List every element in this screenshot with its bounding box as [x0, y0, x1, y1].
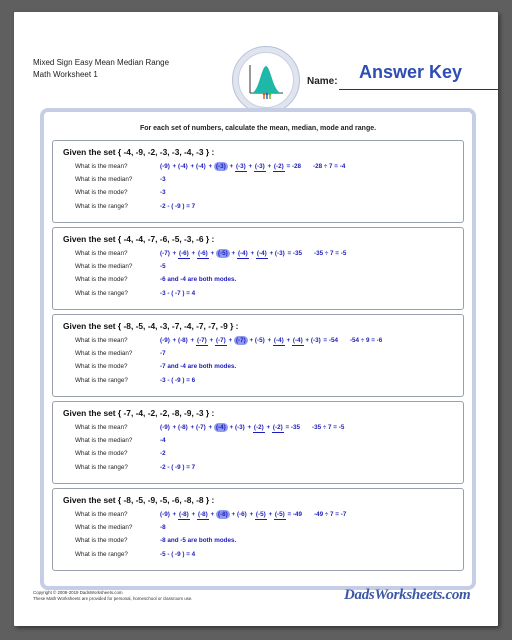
range-answer: -3 - ( -7 ) = 4 — [160, 290, 196, 297]
name-line — [339, 89, 498, 90]
term: (-8) — [177, 424, 188, 431]
given-set: Given the set { -4, -4, -7, -6, -5, -3, -6 } : — [63, 234, 215, 244]
term: (-8) — [177, 337, 188, 344]
term: (-9) — [160, 163, 170, 170]
mode-answer: -8 and -5 are both modes. — [160, 537, 237, 544]
problem-3 — [52, 314, 464, 397]
mean-answer: (-7) + (-6) + (-6) + (-5) + (-4) + (-4) + (-3) = -35 -35 ÷ 7 = -5 — [160, 248, 346, 260]
range-question: What is the range? — [75, 290, 128, 297]
median-question: What is the median? — [75, 350, 133, 357]
problems-frame — [40, 108, 476, 590]
term: (-2) — [273, 163, 284, 170]
term: (-9) — [160, 424, 170, 431]
range-question: What is the range? — [75, 203, 128, 210]
mean-question: What is the mean? — [75, 337, 128, 344]
term: (-3) — [310, 337, 321, 344]
term: (-4) — [256, 250, 267, 257]
term: (-3) — [234, 424, 245, 431]
term: (-6) — [236, 511, 247, 518]
median-question: What is the median? — [75, 437, 133, 444]
sum-result: = -35 — [285, 424, 300, 431]
title-line-2: Math Worksheet 1 — [33, 70, 98, 79]
term: (-3) — [254, 163, 265, 170]
division-result: -28 ÷ 7 = -4 — [312, 163, 346, 170]
median-answer: -5 — [160, 263, 166, 270]
mean-answer: (-9) + (-8) + (-7) + (-4) + (-3) + (-2) + (-2) = -35 -35 ÷ 7 = -5 — [160, 422, 344, 434]
term: (-9) — [160, 337, 170, 344]
term: (-4) — [273, 337, 284, 344]
instructions: For each set of numbers, calculate the mean, median, mode and range. — [139, 125, 377, 132]
usage-note: These Math Worksheets are provided for personal, homeschool or classroom use. — [33, 596, 193, 601]
mean-answer: (-9) + (-8) + (-8) + (-8) + (-6) + (-5) + (-5) = -49 -49 ÷ 7 = -7 — [160, 509, 346, 521]
term: (-7) — [215, 337, 226, 344]
term: (-3) — [235, 163, 246, 170]
brand-part-1: Dads — [344, 587, 375, 603]
problem-5 — [52, 488, 464, 571]
term: (-5) — [255, 511, 266, 518]
term: (-7) — [160, 250, 170, 257]
term: (-3) — [274, 250, 285, 257]
term: (-2) — [253, 424, 264, 431]
bell-curve-chart-icon — [232, 46, 300, 114]
given-set: Given the set { -8, -5, -9, -5, -6, -8, -8 } : — [63, 495, 215, 505]
term: (-4) — [215, 424, 226, 431]
mode-question: What is the mode? — [75, 450, 128, 457]
term: (-4) — [177, 163, 188, 170]
range-question: What is the range? — [75, 551, 128, 558]
division-result: -49 ÷ 7 = -7 — [313, 511, 347, 518]
footer — [33, 590, 193, 602]
median-question: What is the median? — [75, 524, 133, 531]
worksheet-title — [33, 57, 233, 81]
median-answer: -4 — [160, 437, 166, 444]
brand-logo — [344, 587, 470, 604]
mean-question: What is the mean? — [75, 424, 128, 431]
term: (-7) — [196, 337, 207, 344]
median-answer: -7 — [160, 350, 166, 357]
term: (-4) — [195, 163, 206, 170]
range-answer: -2 - ( -9 ) = 7 — [160, 203, 196, 210]
median-question: What is the median? — [75, 263, 133, 270]
division-result: -35 ÷ 7 = -5 — [313, 250, 347, 257]
given-set: Given the set { -8, -5, -4, -3, -7, -4, -7, -7, -9 } : — [63, 321, 239, 331]
mean-question: What is the mean? — [75, 163, 128, 170]
brand-part-2: Worksheets — [374, 587, 443, 603]
problem-2 — [52, 227, 464, 310]
term: (-5) — [254, 337, 265, 344]
term: (-7) — [235, 337, 246, 344]
term: (-8) — [197, 511, 208, 518]
problem-4 — [52, 401, 464, 484]
term: (-4) — [292, 337, 303, 344]
mean-question: What is the mean? — [75, 250, 128, 257]
range-answer: -2 - ( -9 ) = 7 — [160, 464, 196, 471]
sum-result: = -49 — [287, 511, 302, 518]
range-answer: -5 - ( -9 ) = 4 — [160, 551, 196, 558]
median-answer: -3 — [160, 176, 166, 183]
mode-question: What is the mode? — [75, 276, 128, 283]
mode-answer: -2 — [160, 450, 166, 457]
range-question: What is the range? — [75, 377, 128, 384]
term: (-7) — [195, 424, 206, 431]
mode-question: What is the mode? — [75, 189, 128, 196]
range-question: What is the range? — [75, 464, 128, 471]
mode-answer: -3 — [160, 189, 166, 196]
term: (-6) — [197, 250, 208, 257]
mode-answer: -6 and -4 are both modes. — [160, 276, 237, 283]
mode-question: What is the mode? — [75, 363, 128, 370]
given-set: Given the set { -4, -9, -2, -3, -3, -4, -3 } : — [63, 147, 215, 157]
division-result: -54 ÷ 9 = -6 — [349, 337, 383, 344]
brand-part-3: .com — [442, 587, 471, 603]
range-answer: -3 - ( -9 ) = 6 — [160, 377, 196, 384]
median-question: What is the median? — [75, 176, 133, 183]
copyright-text: Copyright © 2008-2019 DadsWorksheets.com — [33, 590, 123, 595]
term: (-4) — [237, 250, 248, 257]
answer-key-heading: Answer Key — [359, 62, 463, 82]
worksheet-page — [14, 12, 498, 626]
term: (-8) — [178, 511, 189, 518]
mean-answer: (-9) + (-8) + (-7) + (-7) + (-7) + (-5) + (-4) + (-4) + (-3) = -54 -54 ÷ 9 = -6 — [160, 335, 382, 347]
term: (-2) — [272, 424, 283, 431]
term: (-3) — [215, 163, 226, 170]
mode-answer: -7 and -4 are both modes. — [160, 363, 237, 370]
mean-answer: (-9) + (-4) + (-4) + (-3) + (-3) + (-3) + (-2) = -28 -28 ÷ 7 = -4 — [160, 161, 345, 173]
sum-result: = -28 — [286, 163, 301, 170]
term: (-9) — [160, 511, 170, 518]
term: (-8) — [217, 511, 228, 518]
mode-question: What is the mode? — [75, 537, 128, 544]
division-result: -35 ÷ 7 = -5 — [311, 424, 345, 431]
given-set: Given the set { -7, -4, -2, -2, -8, -9, -3 } : — [63, 408, 215, 418]
name-label: Name: — [307, 76, 338, 87]
title-line-1: Mixed Sign Easy Mean Median Range — [33, 58, 170, 67]
term: (-5) — [217, 250, 228, 257]
term: (-5) — [274, 511, 285, 518]
mean-question: What is the mean? — [75, 511, 128, 518]
sum-result: = -54 — [323, 337, 338, 344]
problem-1 — [52, 140, 464, 223]
sum-result: = -35 — [287, 250, 302, 257]
term: (-6) — [178, 250, 189, 257]
median-answer: -8 — [160, 524, 166, 531]
